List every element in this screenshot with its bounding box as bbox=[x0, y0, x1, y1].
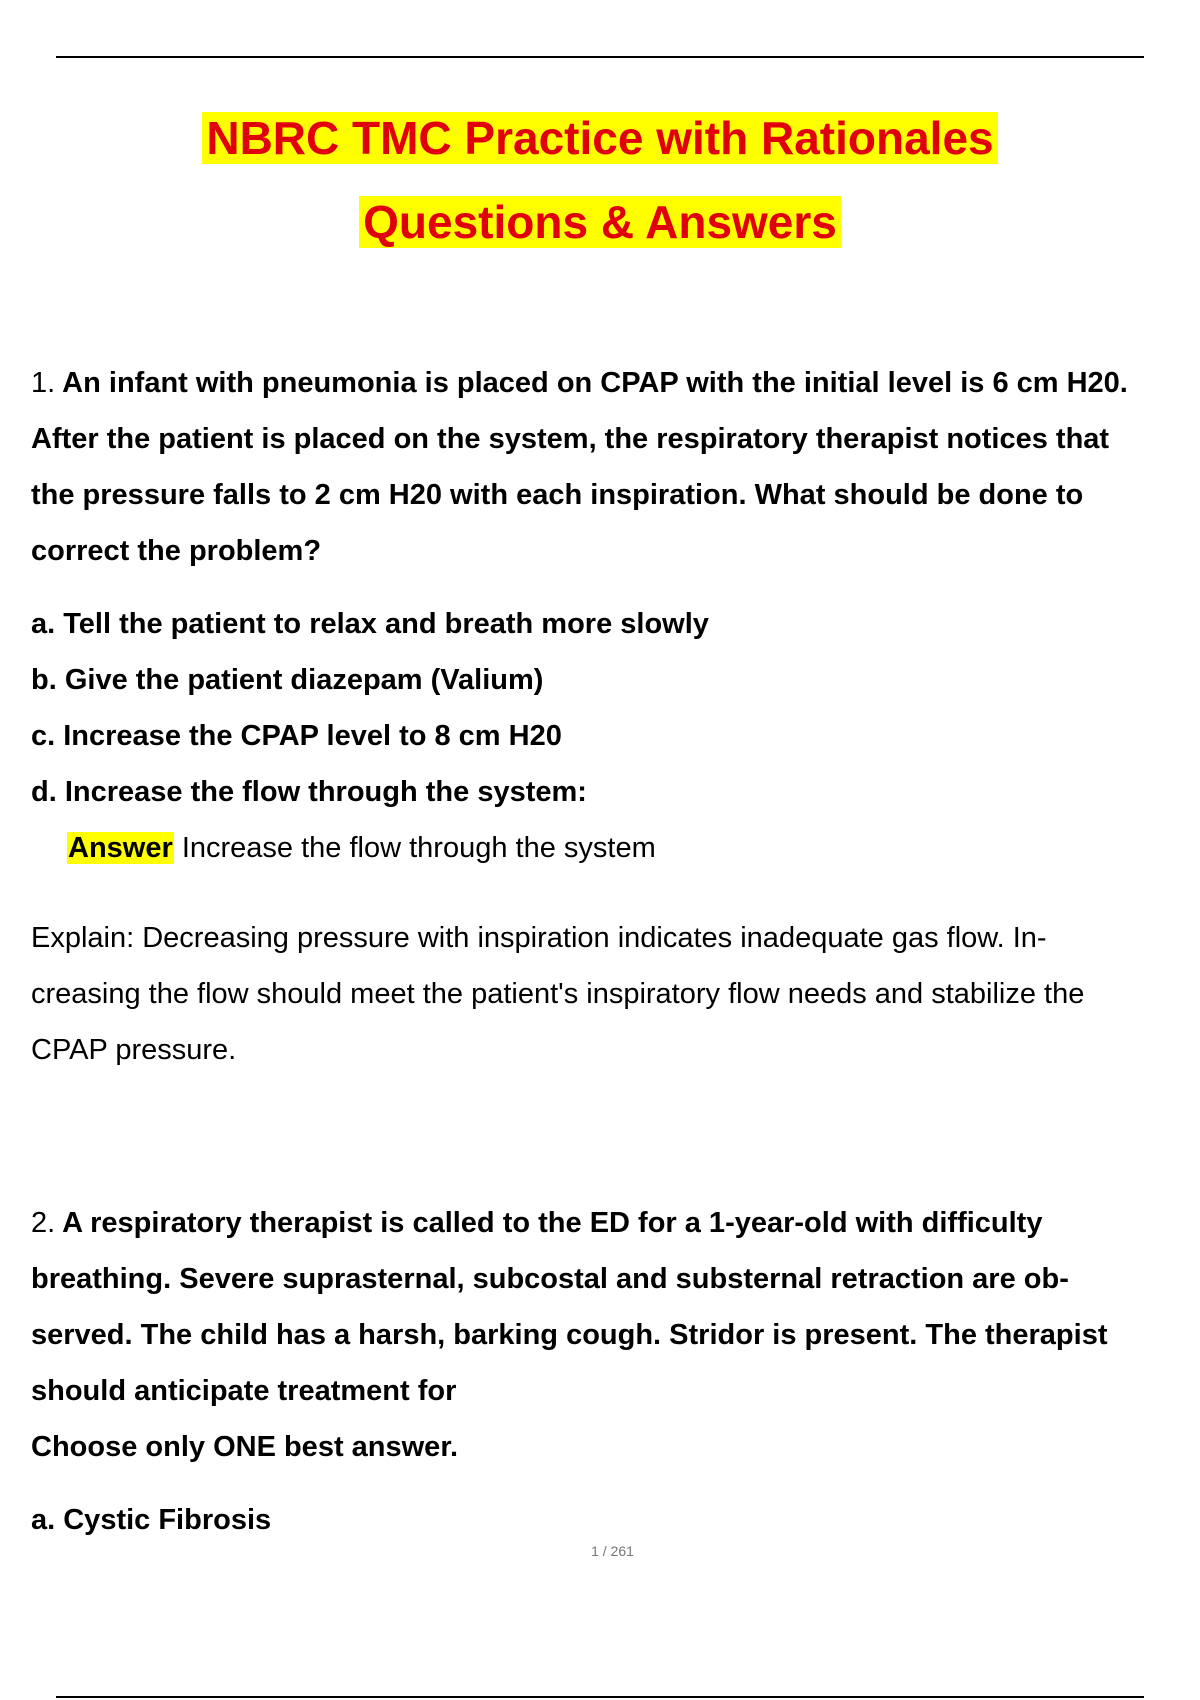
answer-text: Increase the flow through the system bbox=[181, 832, 656, 864]
question-2 bbox=[31, 1195, 1200, 1548]
answer-label: Answer bbox=[68, 832, 173, 864]
title-highlight-1: NBRC TMC Practice with Rationales bbox=[202, 112, 997, 164]
page-number: 1 / 261 bbox=[591, 1543, 634, 1559]
question-2-text-line: A respiratory therapist is called to the ED for a 1-year-old with difficulty bbox=[62, 1207, 1043, 1239]
top-divider bbox=[56, 56, 1144, 58]
question-2-number: 2. bbox=[31, 1207, 56, 1239]
question-2-options bbox=[31, 1492, 1200, 1548]
question-2-text-line: should anticipate treatment for bbox=[31, 1375, 457, 1407]
option-d: d. Increase the flow through the system: bbox=[31, 776, 587, 808]
explanation-line: creasing the flow should meet the patient's inspiratory flow needs and stabilize the bbox=[31, 978, 1085, 1010]
explanation-line: CPAP pressure. bbox=[31, 1034, 237, 1066]
question-2-stem-line bbox=[31, 1195, 1200, 1251]
question-2-instruction: Choose only ONE best answer. bbox=[31, 1431, 459, 1463]
explanation bbox=[31, 910, 1200, 1078]
question-1-stem-line bbox=[31, 355, 1200, 411]
question-2-text-line: breathing. Severe suprasternal, subcostal and substernal retraction are ob- bbox=[31, 1263, 1069, 1295]
title-highlight-2: Questions & Answers bbox=[359, 196, 841, 248]
question-1-options bbox=[31, 596, 1200, 820]
answer-row bbox=[31, 820, 1200, 876]
option-c: c. Increase the CPAP level to 8 cm H20 bbox=[31, 720, 562, 752]
question-1-text-line: correct the problem? bbox=[31, 535, 322, 567]
option-b: b. Give the patient diazepam (Valium) bbox=[31, 664, 544, 696]
option-a: a. Tell the patient to relax and breath more slowly bbox=[31, 608, 709, 640]
option-a: a. Cystic Fibrosis bbox=[31, 1504, 272, 1536]
question-1-number: 1. bbox=[31, 367, 56, 399]
question-spacer bbox=[31, 1078, 1200, 1195]
question-1-text-line: the pressure falls to 2 cm H20 with each inspiration. What should be done to bbox=[31, 479, 1084, 511]
question-2-text-line: served. The child has a harsh, barking cough. Stridor is present. The therapist bbox=[31, 1319, 1108, 1351]
document-body bbox=[31, 355, 1200, 1548]
bottom-divider bbox=[56, 1696, 1144, 1698]
question-1-text-line: After the patient is placed on the system, the respiratory therapist notices that bbox=[31, 423, 1110, 455]
question-1-text-line: An infant with pneumonia is placed on CPAP with the initial level is 6 cm H20. bbox=[62, 367, 1128, 399]
document-title-line-1 bbox=[0, 109, 1200, 167]
explanation-line: Explain: Decreasing pressure with inspiration indicates inadequate gas flow. In- bbox=[31, 922, 1047, 954]
question-1 bbox=[31, 355, 1200, 1078]
document-title-line-2 bbox=[0, 193, 1200, 251]
